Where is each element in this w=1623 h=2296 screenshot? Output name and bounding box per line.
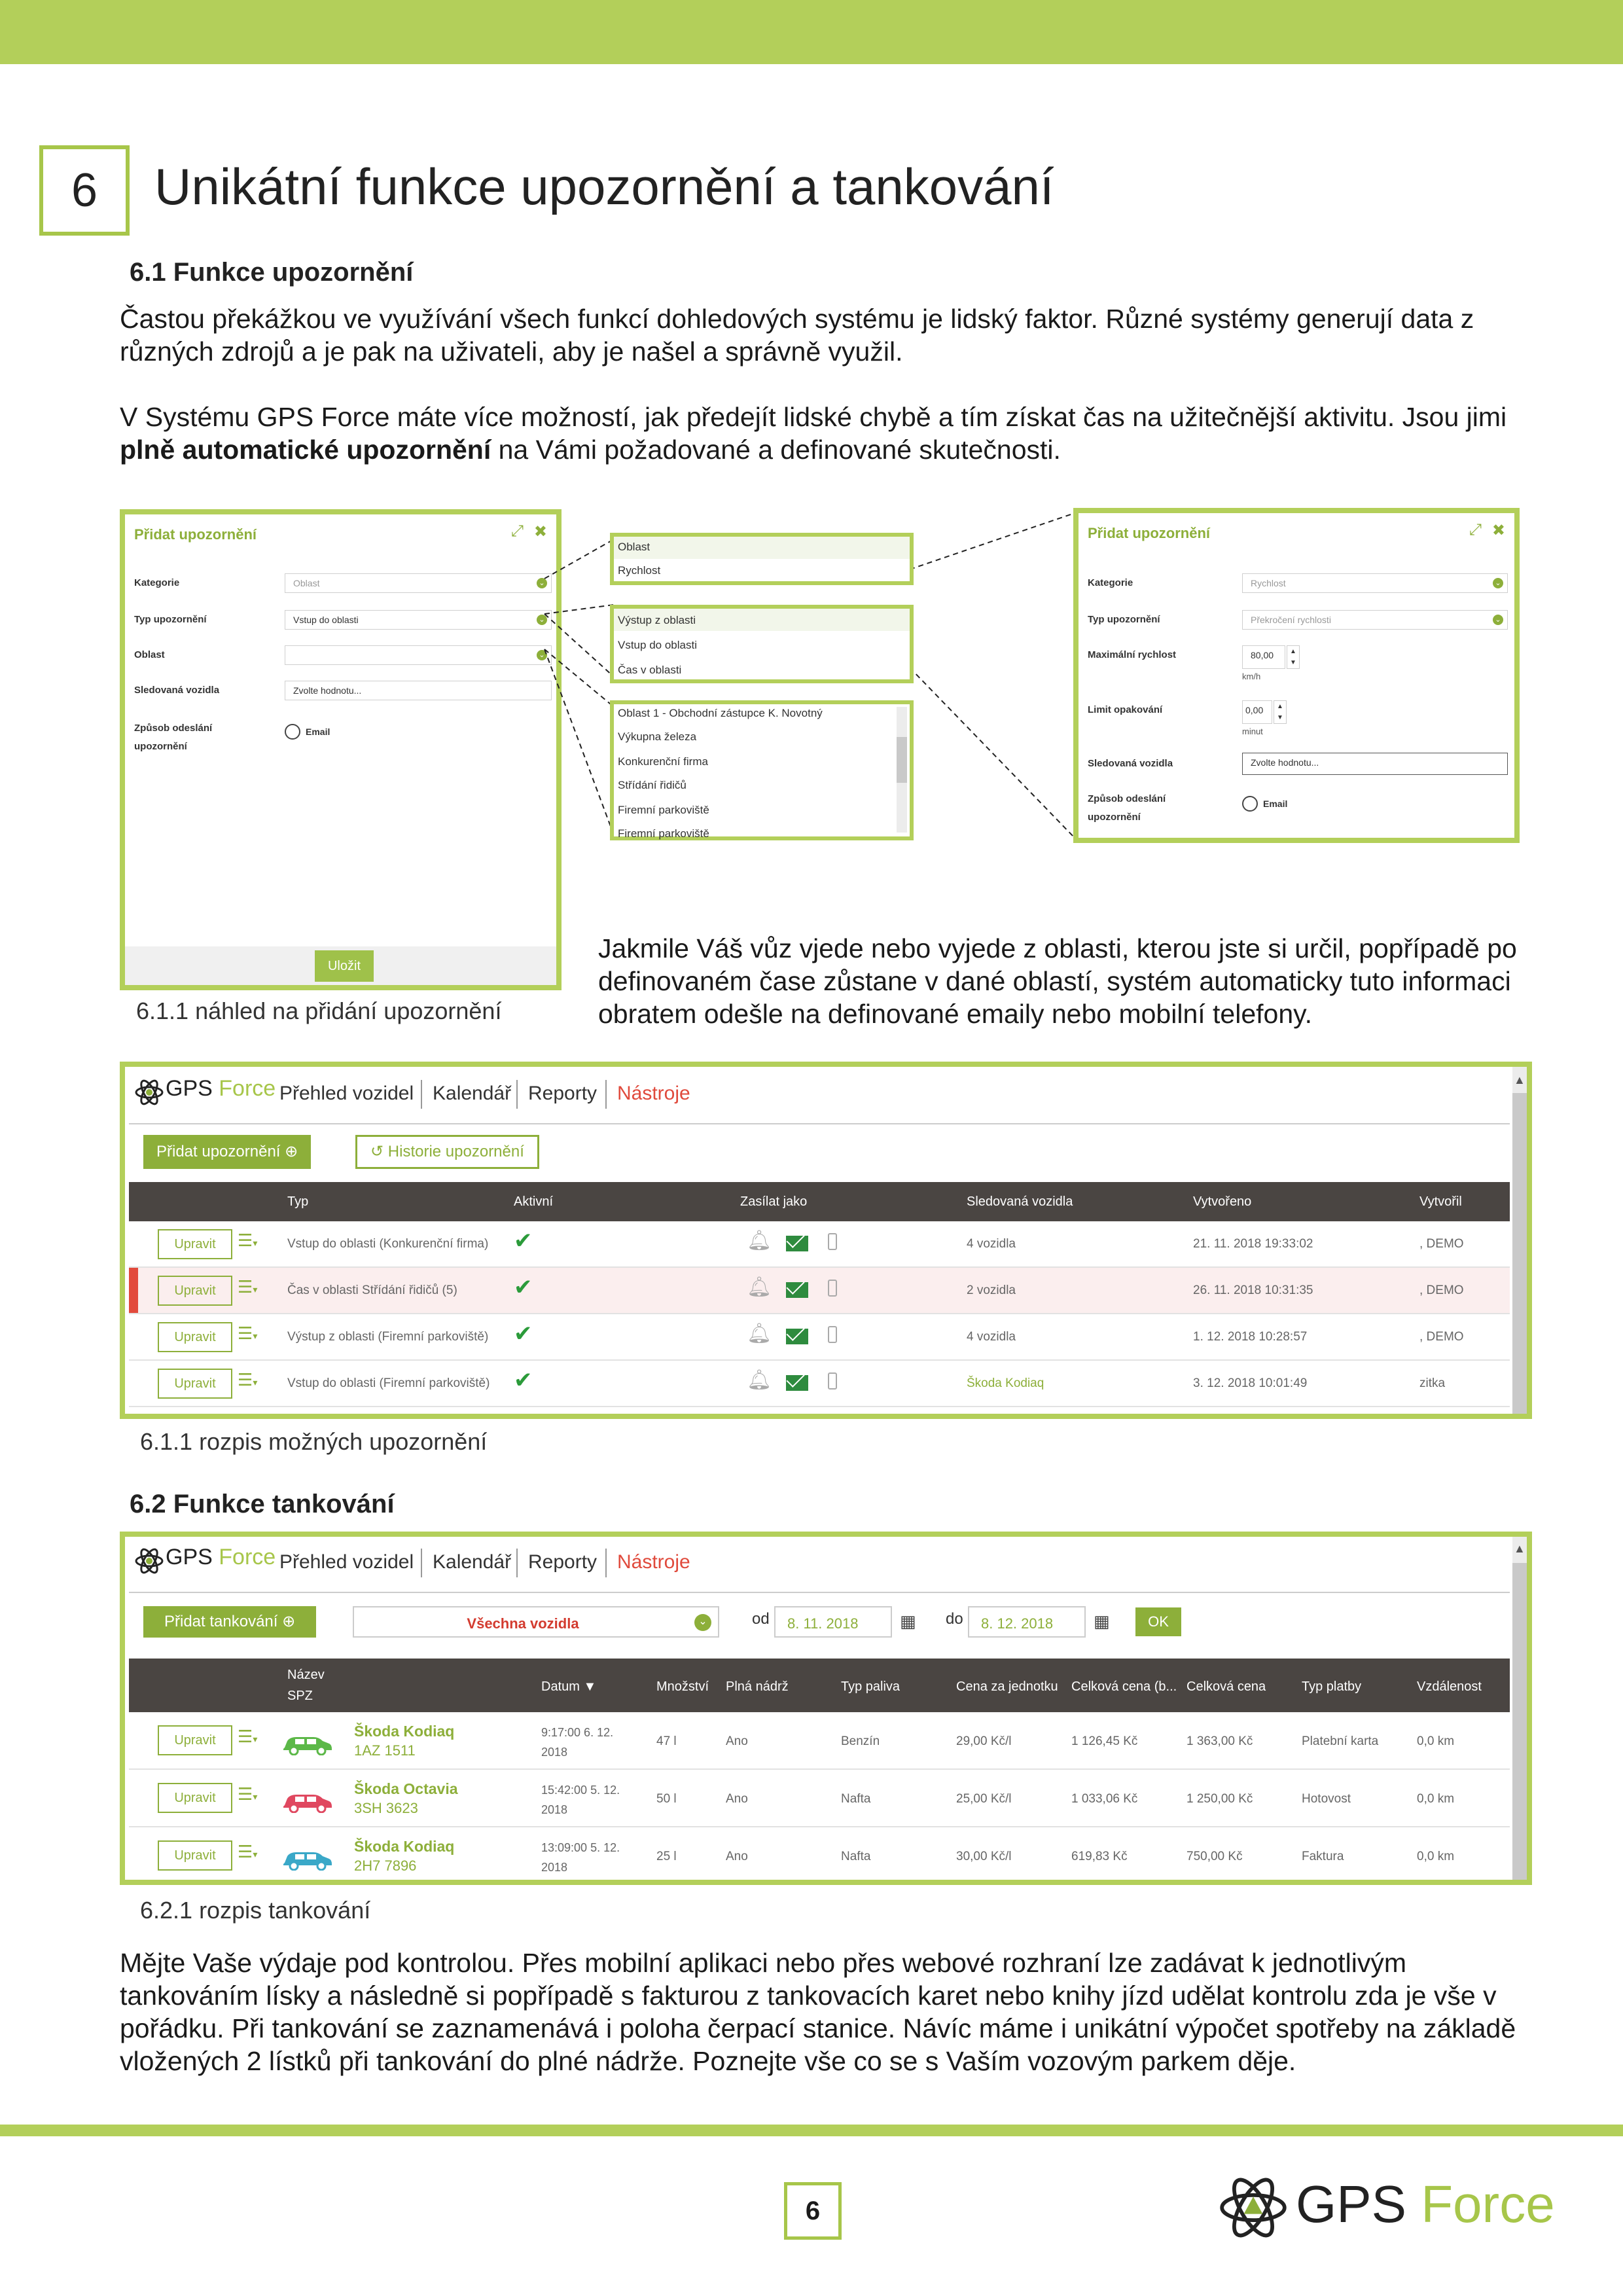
vozidla-input[interactable]: Zvolte hodnotu... — [1242, 753, 1508, 775]
chapter-number: 6 — [71, 164, 98, 217]
email-radio[interactable] — [1242, 796, 1258, 812]
col-aktivni[interactable]: Aktivní — [514, 1194, 554, 1209]
dialog-title: Přidat upozornění — [1088, 525, 1210, 541]
vehicle-select-value: Všechna vozidla — [467, 1615, 579, 1632]
dropdown-option[interactable]: Oblast — [618, 541, 651, 553]
dialog-title: Přidat upozornění — [134, 526, 257, 543]
table-row[interactable] — [129, 1314, 1510, 1361]
typ-value: Překročení rychlosti — [1251, 615, 1331, 625]
cell-cena-jednotka: 29,00 Kč/l — [956, 1734, 1012, 1748]
nav-nastroje[interactable]: Nástroje — [617, 1083, 690, 1104]
edit-button[interactable]: Upravit — [158, 1276, 232, 1306]
add-refuel-label: Přidat tankování — [164, 1613, 278, 1630]
cell-spz: 2H7 7896 — [354, 1857, 417, 1874]
check-icon: ✔ — [514, 1275, 533, 1300]
envelope-icon[interactable] — [786, 1375, 808, 1391]
cell-mnozstvi: 47 l — [656, 1734, 677, 1748]
cell-nazev[interactable]: Škoda Kodiaq — [354, 1723, 455, 1740]
plus-circle-icon: ⊕ — [282, 1613, 296, 1630]
para-text-a: V Systému GPS Force máte více možností, jak předejít lidské chybě a tím získat čas na užitečnější aktivitu. Jsou jimi — [120, 402, 1507, 432]
chevron-down-icon: ⌄ — [694, 1614, 711, 1631]
connector-line — [544, 614, 614, 677]
connector-line — [544, 605, 614, 614]
label-zpusob: Způsob odeslání — [1088, 793, 1166, 804]
section-heading-tankovani: 6.2 Funkce tankování — [130, 1490, 395, 1518]
gps-force-logo-icon — [134, 1546, 164, 1576]
connector-line — [910, 668, 1075, 838]
refuel-paragraph: Mějte Vaše výdaje pod kontrolou. Přes mobilní aplikaci nebo přes webové rozhraní lze zadávat k jednotlivým tankováním lísky a následně si popřípadě s fakturou z tankovacích karet nebo knihy jízd udělat kontrolu zda je vše v pořádku. Při tankování se zaznamenává i poloha čerpací stanice. Návíc máme i unikátní výpočet spotřeby na základě vložených 2 lístků při tankování do plné nádrže. Poznejte vše co se s Vaším vozovým parkem děje. — [120, 1948, 1516, 2076]
phone-icon[interactable] — [828, 1326, 837, 1343]
kategorie-value: Oblast — [293, 578, 320, 588]
nav-kalendar[interactable]: Kalendář — [433, 1083, 512, 1104]
nav-reporty[interactable]: Reporty — [528, 1083, 597, 1104]
vehicle-select[interactable] — [353, 1606, 719, 1638]
dropdown-option[interactable]: Vstup do oblasti — [618, 639, 697, 651]
cell-typ-platby: Faktura — [1302, 1850, 1344, 1863]
cell-celkova: 1 250,00 Kč — [1186, 1792, 1253, 1806]
connector-line — [544, 539, 614, 579]
cell-datum: 15:42:00 5. 12. — [541, 1784, 620, 1797]
caption-alerts-table: 6.1.1 rozpis možných upozornění — [140, 1428, 488, 1455]
add-refuel-button[interactable] — [143, 1606, 316, 1638]
label-zpusob: Způsob odeslání — [134, 723, 213, 734]
table-row[interactable] — [129, 1361, 1510, 1407]
col-cena-jednotka[interactable]: Cena za jednotku — [956, 1679, 1058, 1694]
max-speed-input[interactable]: 80,00 — [1242, 645, 1285, 669]
kategorie-value: Rychlost — [1251, 578, 1286, 588]
cell-typ-paliva: Benzín — [841, 1734, 880, 1748]
edit-button[interactable]: Upravit — [158, 1229, 232, 1259]
nav-prehled-vozidel[interactable]: Přehled vozidel — [279, 1083, 414, 1104]
cell-nazev[interactable]: Škoda Kodiaq — [354, 1838, 455, 1855]
footer-logo-force: Force — [1421, 2175, 1555, 2233]
cell-mnozstvi: 50 l — [656, 1792, 677, 1806]
cell-datum-year: 2018 — [541, 1746, 568, 1759]
close-icon[interactable]: ✖ — [1491, 522, 1505, 539]
nav-divider — [605, 1549, 607, 1577]
row-marker — [129, 1268, 138, 1313]
cell-plna-nadrz: Ano — [726, 1734, 748, 1748]
cell-vozidla: Škoda Kodiaq — [967, 1376, 1044, 1390]
cell-typ-paliva: Nafta — [841, 1792, 871, 1806]
dropdown-option[interactable]: Čas v oblasti — [618, 664, 682, 676]
nav-divider — [516, 1549, 518, 1577]
cell-datum-year: 2018 — [541, 1861, 568, 1874]
label-limit: Limit opakování — [1088, 704, 1163, 715]
cell-vozidla: 4 vozidla — [967, 1330, 1016, 1344]
table-header — [129, 1182, 1510, 1221]
page-number-box — [784, 2182, 842, 2240]
car-icon — [281, 1789, 333, 1813]
phone-icon[interactable] — [828, 1372, 837, 1390]
nav-prehled-vozidel[interactable]: Přehled vozidel — [279, 1551, 414, 1573]
envelope-icon[interactable] — [786, 1236, 808, 1251]
row-menu-icon[interactable]: ☰▾ — [238, 1784, 258, 1804]
chapter-title: Unikátní funkce upozornění a tankování — [154, 158, 1054, 215]
row-menu-icon[interactable]: ☰▾ — [238, 1277, 258, 1297]
cell-spz: 1AZ 1511 — [354, 1742, 416, 1759]
intro-paragraph: Častou překážkou ve využívání všech funkcí dohledových systému je lidský faktor. Různé systémy generují data z různých zdrojů a je pak na uživateli, aby je našel a správně využil. — [120, 304, 1474, 367]
car-icon — [281, 1732, 333, 1755]
cell-celkova-bez: 1 033,06 Kč — [1071, 1792, 1138, 1806]
connector-line — [544, 649, 614, 835]
alert-history-button[interactable] — [355, 1135, 539, 1169]
envelope-icon[interactable] — [786, 1329, 808, 1344]
history-icon: ↺ — [370, 1143, 384, 1160]
kategorie-select[interactable] — [1242, 573, 1508, 593]
brand-logo — [166, 1545, 276, 1570]
dropdown-option[interactable]: Rychlost — [618, 564, 661, 577]
alert-history-label: Historie upozornění — [387, 1143, 524, 1160]
footer-logo-gps: GPS — [1296, 2175, 1406, 2233]
label-typ: Typ upozornění — [134, 614, 207, 625]
edit-button[interactable]: Upravit — [158, 1783, 232, 1813]
cell-typ-platby: Hotovost — [1302, 1792, 1351, 1806]
table-header — [129, 1659, 1510, 1712]
col-nazev[interactable]: Název — [287, 1668, 325, 1682]
section-heading-upozorneni: 6.1 Funkce upozornění — [130, 258, 414, 287]
date-from-input[interactable]: 8. 11. 2018 — [774, 1606, 892, 1638]
cell-celkova: 750,00 Kč — [1186, 1850, 1243, 1863]
typ-value: Vstup do oblasti — [293, 615, 359, 625]
cell-typ: Vstup do oblasti (Konkurenční firma) — [287, 1237, 489, 1251]
nav-nastroje[interactable]: Nástroje — [617, 1551, 690, 1573]
row-menu-icon[interactable]: ☰▾ — [238, 1727, 258, 1746]
cell-mnozstvi: 25 l — [656, 1850, 677, 1863]
cell-celkova-bez: 619,83 Kč — [1071, 1850, 1128, 1863]
check-icon: ✔ — [514, 1229, 533, 1253]
cell-vytvoril: , DEMO — [1419, 1237, 1464, 1251]
dropdown-option[interactable]: Výstup z oblasti — [618, 614, 696, 626]
cell-cena-jednotka: 30,00 Kč/l — [956, 1850, 1012, 1863]
dropdown-option[interactable]: Konkurenční firma — [618, 755, 708, 768]
typ-select[interactable] — [1242, 610, 1508, 630]
scrollbar-thumb[interactable] — [1512, 1093, 1527, 1414]
speed-unit: km/h — [1242, 672, 1261, 681]
table-row[interactable] — [129, 1712, 1510, 1770]
scrollbar-thumb[interactable] — [1512, 1563, 1527, 1880]
chevron-down-icon: ⌄ — [537, 578, 547, 588]
cell-nazev[interactable]: Škoda Octavia — [354, 1780, 458, 1797]
scroll-up-icon[interactable]: ▲ — [1514, 1542, 1525, 1555]
label-typ: Typ upozornění — [1088, 614, 1160, 625]
add-alert-label: Přidat upozornění — [156, 1143, 281, 1160]
limit-unit: minut — [1242, 726, 1263, 736]
label-max-rychlost: Maximální rychlost — [1088, 649, 1177, 660]
divider — [129, 1123, 1510, 1124]
label-zpusob-2: upozornění — [1088, 812, 1141, 823]
phone-icon[interactable] — [828, 1233, 837, 1250]
check-icon: ✔ — [514, 1321, 533, 1346]
limit-input[interactable]: 0,00 — [1242, 700, 1272, 724]
oblast-dropdown — [610, 700, 914, 840]
divider — [129, 1592, 1510, 1593]
cell-vytvoreno: 21. 11. 2018 19:33:02 — [1193, 1237, 1313, 1251]
row-menu-icon[interactable]: ☰▾ — [238, 1323, 258, 1343]
col-datum[interactable]: Datum ▼ — [541, 1679, 597, 1694]
side-paragraph: Jakmile Váš vůz vjede nebo vyjede z oblasti, kterou jste si určil, popřípadě po definovaném čase zůstane v dané oblastí, systém automaticky tuto informaci obratem odešle na definované emaily nebo mobilní telefony. — [598, 933, 1517, 1029]
label-vozidla: Sledovaná vozidla — [1088, 758, 1173, 769]
brand-force: Force — [219, 1545, 276, 1570]
phone-icon[interactable] — [828, 1280, 837, 1297]
date-to-input[interactable]: 8. 12. 2018 — [968, 1606, 1086, 1638]
cell-vytvoril: , DEMO — [1419, 1330, 1464, 1344]
limit-stepper[interactable]: ▲ ▼ — [1274, 700, 1287, 724]
bell-icon[interactable]: 🔔︎ — [747, 1276, 772, 1298]
cell-vozidla: 4 vozidla — [967, 1237, 1016, 1251]
chevron-down-icon: ⌄ — [537, 650, 547, 660]
cell-plna-nadrz: Ano — [726, 1792, 748, 1806]
nav-divider — [421, 1080, 422, 1109]
plus-circle-icon: ⊕ — [285, 1143, 298, 1160]
cell-typ-platby: Platební karta — [1302, 1734, 1379, 1748]
nav-reporty[interactable]: Reporty — [528, 1551, 597, 1573]
speed-stepper[interactable]: ▲ ▼ — [1287, 645, 1300, 669]
expand-icon[interactable]: ⤢ — [510, 522, 524, 540]
calendar-icon[interactable]: ▦ — [900, 1611, 916, 1631]
dropdown-option[interactable]: Oblast 1 - Obchodní zástupce K. Novotný — [618, 707, 823, 719]
col-vzdalenost[interactable]: Vzdálenost — [1417, 1679, 1482, 1694]
nav-divider — [421, 1549, 422, 1577]
row-menu-icon[interactable]: ☰▾ — [238, 1370, 258, 1390]
nav-kalendar[interactable]: Kalendář — [433, 1551, 512, 1573]
col-typ-platby[interactable]: Typ platby — [1302, 1679, 1362, 1694]
kategorie-dropdown — [610, 533, 914, 585]
col-vytvoreno[interactable]: Vytvořeno — [1193, 1194, 1252, 1209]
car-icon — [281, 1847, 333, 1871]
dropdown-option[interactable]: Výkupna železa — [618, 730, 697, 743]
date-from-label: od — [752, 1610, 770, 1628]
caption-refuel-table: 6.2.1 rozpis tankování — [140, 1897, 371, 1924]
cell-typ: Výstup z oblasti (Firemní parkoviště) — [287, 1330, 489, 1344]
chevron-down-icon: ⌄ — [537, 615, 547, 625]
brand-gps: GPS — [166, 1076, 213, 1101]
col-celkova-bez[interactable]: Celková cena (b... — [1071, 1679, 1177, 1694]
selected-highlight — [614, 537, 910, 559]
col-plna-nadrz[interactable]: Plná nádrž — [726, 1679, 789, 1694]
dropdown-option[interactable]: Střídání řidičů — [618, 779, 687, 791]
cell-celkova-bez: 1 126,45 Kč — [1071, 1734, 1138, 1748]
bell-icon[interactable]: 🔔︎ — [747, 1369, 772, 1391]
cell-datum: 9:17:00 6. 12. — [541, 1726, 614, 1739]
dropdown-option[interactable]: Firemní parkoviště — [618, 827, 709, 840]
gps-force-logo-icon — [134, 1077, 164, 1107]
expand-icon[interactable]: ⤢ — [1469, 521, 1482, 539]
cell-vzdalenost: 0,0 km — [1417, 1850, 1455, 1863]
caption-dialog: 6.1.1 náhled na přidání upozornění — [136, 997, 502, 1024]
envelope-icon[interactable] — [786, 1282, 808, 1298]
add-alert-dialog-right — [1073, 508, 1520, 843]
col-spz[interactable]: SPZ — [287, 1689, 313, 1703]
table-row[interactable] — [129, 1221, 1510, 1268]
vozidla-input[interactable]: Zvolte hodnotu... — [285, 681, 552, 700]
cell-vytvoril: zitka — [1419, 1376, 1446, 1390]
col-vozidla[interactable]: Sledovaná vozidla — [967, 1194, 1073, 1209]
col-typ-paliva[interactable]: Typ paliva — [841, 1679, 901, 1694]
gps-force-logo-icon — [1217, 2172, 1289, 2244]
cell-vytvoreno: 26. 11. 2018 10:31:35 — [1193, 1283, 1313, 1297]
col-vytvoril[interactable]: Vytvořil — [1419, 1194, 1462, 1209]
edit-button[interactable]: Upravit — [158, 1322, 232, 1352]
cell-vytvoreno: 3. 12. 2018 10:01:49 — [1193, 1376, 1308, 1390]
typ-dropdown — [610, 605, 914, 683]
scroll-up-icon[interactable]: ▲ — [1514, 1073, 1525, 1086]
scrollbar-thumb[interactable] — [897, 737, 907, 783]
cell-plna-nadrz: Ano — [726, 1850, 748, 1863]
col-mnozstvi[interactable]: Množství — [656, 1679, 709, 1694]
cell-typ-paliva: Nafta — [841, 1850, 871, 1863]
cell-vytvoril: , DEMO — [1419, 1283, 1464, 1297]
cell-cena-jednotka: 25,00 Kč/l — [956, 1792, 1012, 1806]
col-zasilat[interactable]: Zasílat jako — [740, 1194, 808, 1209]
connector-line — [910, 513, 1075, 569]
label-kategorie: Kategorie — [1088, 577, 1133, 588]
brand-logo — [166, 1076, 276, 1102]
label-zpusob-2: upozornění — [134, 741, 187, 752]
bell-icon[interactable]: 🔔︎ — [747, 1323, 772, 1344]
cell-vzdalenost: 0,0 km — [1417, 1792, 1455, 1806]
label-vozidla: Sledovaná vozidla — [134, 685, 220, 696]
email-radio-label: Email — [306, 726, 330, 737]
cell-spz: 3SH 3623 — [354, 1800, 418, 1816]
label-oblast: Oblast — [134, 649, 165, 660]
chevron-down-icon: ⌄ — [1493, 578, 1503, 588]
date-to-label: do — [946, 1610, 963, 1628]
row-menu-icon[interactable]: ☰▾ — [238, 1842, 258, 1861]
footer-logo-text — [1296, 2174, 1555, 2234]
check-icon: ✔ — [514, 1368, 533, 1393]
close-icon[interactable]: ✖ — [533, 523, 547, 541]
cell-celkova: 1 363,00 Kč — [1186, 1734, 1253, 1748]
table-row[interactable] — [129, 1827, 1510, 1885]
chevron-down-icon: ⌄ — [1493, 615, 1503, 625]
cell-typ: Vstup do oblasti (Firemní parkoviště) — [287, 1376, 490, 1390]
add-alert-button[interactable] — [143, 1135, 311, 1169]
col-celkova[interactable]: Celková cena — [1186, 1679, 1266, 1694]
nav-divider — [605, 1080, 607, 1109]
ok-button[interactable]: OK — [1135, 1607, 1181, 1636]
row-menu-icon[interactable]: ☰▾ — [238, 1230, 258, 1250]
table-row[interactable] — [129, 1770, 1510, 1827]
table-row[interactable] — [129, 1268, 1510, 1314]
para-bold-text: plně automatické upozornění — [120, 435, 491, 465]
cell-vzdalenost: 0,0 km — [1417, 1734, 1455, 1748]
cell-datum: 13:09:00 5. 12. — [541, 1841, 620, 1854]
dropdown-option[interactable]: Firemní parkoviště — [618, 804, 709, 816]
col-typ[interactable]: Typ — [287, 1194, 309, 1209]
footer-logo — [1217, 2172, 1555, 2244]
email-radio-label: Email — [1263, 798, 1288, 809]
cell-typ: Čas v oblasti Střídání řidičů (5) — [287, 1283, 457, 1297]
cell-datum-year: 2018 — [541, 1803, 568, 1816]
edit-button[interactable]: Upravit — [158, 1840, 232, 1871]
bottom-color-bar — [0, 2125, 1623, 2136]
nav-divider — [516, 1080, 518, 1109]
cell-vytvoreno: 1. 12. 2018 10:28:57 — [1193, 1330, 1308, 1344]
calendar-icon[interactable]: ▦ — [1094, 1611, 1110, 1631]
page-number: 6 — [805, 2196, 821, 2225]
brand-gps: GPS — [166, 1545, 213, 1570]
alerts-table-screenshot — [120, 1062, 1532, 1419]
edit-button[interactable]: Upravit — [158, 1725, 232, 1755]
bell-icon[interactable]: 🔔︎ — [747, 1230, 772, 1251]
label-kategorie: Kategorie — [134, 577, 180, 588]
refuel-table-screenshot — [120, 1532, 1532, 1885]
cell-vozidla: 2 vozidla — [967, 1283, 1016, 1297]
brand-force: Force — [219, 1076, 276, 1101]
save-button[interactable]: Uložit — [315, 950, 374, 982]
para-text-b: na Vámi požadované a definované skutečnosti. — [491, 435, 1061, 465]
edit-button[interactable]: Upravit — [158, 1369, 232, 1399]
